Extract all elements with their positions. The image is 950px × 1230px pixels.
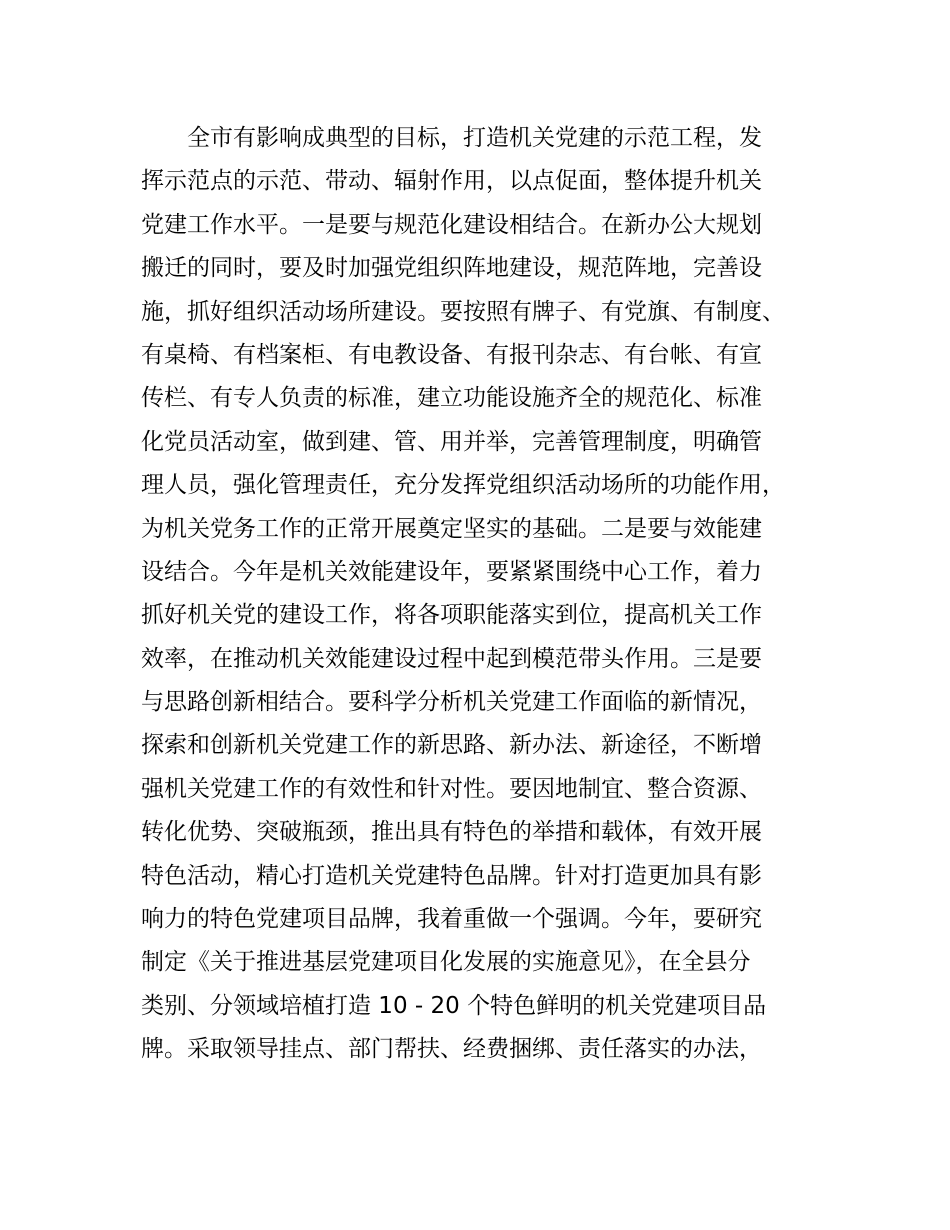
text-line: 施，抓好组织活动场所建设。要按照有牌子、有党旗、有制度、 [141, 298, 785, 325]
text-line: 与思路创新相结合。要科学分析机关党建工作面临的新情况， [141, 689, 762, 716]
text-line: 搬迁的同时，要及时加强党组织阵地建设，规范阵地，完善设 [141, 255, 762, 282]
text-line: 牌。采取领导挂点、部门帮扶、经费捆绑、责任落实的办法， [141, 1036, 762, 1063]
text-line: 抓好机关党的建设工作，将各项职能落实到位，提高机关工作 [141, 602, 762, 629]
body-paragraph [141, 117, 841, 1072]
text-line: 党建工作水平。一是要与规范化建设相结合。在新办公大规划 [141, 211, 762, 238]
text-line: 强机关党建工作的有效性和针对性。要因地制宜、整合资源、 [141, 775, 762, 802]
text-line: 响力的特色党建项目品牌，我着重做一个强调。今年，要研究 [141, 906, 762, 933]
text-line: 有桌椅、有档案柜、有电教设备、有报刊杂志、有台帐、有宣 [141, 341, 762, 368]
text-line: 特色活动，精心打造机关党建特色品牌。针对打造更加具有影 [141, 862, 762, 889]
text-line: 理人员，强化管理责任，充分发挥党组织活动场所的功能作用， [141, 472, 785, 499]
text-line: 化党员活动室，做到建、管、用并举，完善管理制度，明确管 [141, 428, 762, 455]
text-line: 探索和创新机关党建工作的新思路、新办法、新途径，不断增 [141, 732, 762, 759]
text-line: 效率，在推动机关效能建设过程中起到模范带头作用。三是要 [141, 645, 762, 672]
text-line: 设结合。今年是机关效能建设年，要紧紧围绕中心工作，着力 [141, 558, 762, 585]
text-line: 挥示范点的示范、带动、辐射作用，以点促面，整体提升机关 [141, 168, 762, 195]
text-line: 制定《关于推进基层党建项目化发展的实施意见》，在全县分 [141, 949, 751, 976]
text-line: 转化优势、突破瓶颈，推出具有特色的举措和载体，有效开展 [141, 819, 762, 846]
text-line: 为机关党务工作的正常开展奠定坚实的基础。二是要与效能建 [141, 515, 762, 542]
text-line: 传栏、有专人负责的标准，建立功能设施齐全的规范化、标准 [141, 385, 762, 412]
text-line: 类别、分领域培植打造 10 - 20 个特色鲜明的机关党建项目品 [141, 992, 767, 1019]
text-line: 全市有影响成典型的目标，打造机关党建的示范工程，发 [187, 125, 762, 151]
